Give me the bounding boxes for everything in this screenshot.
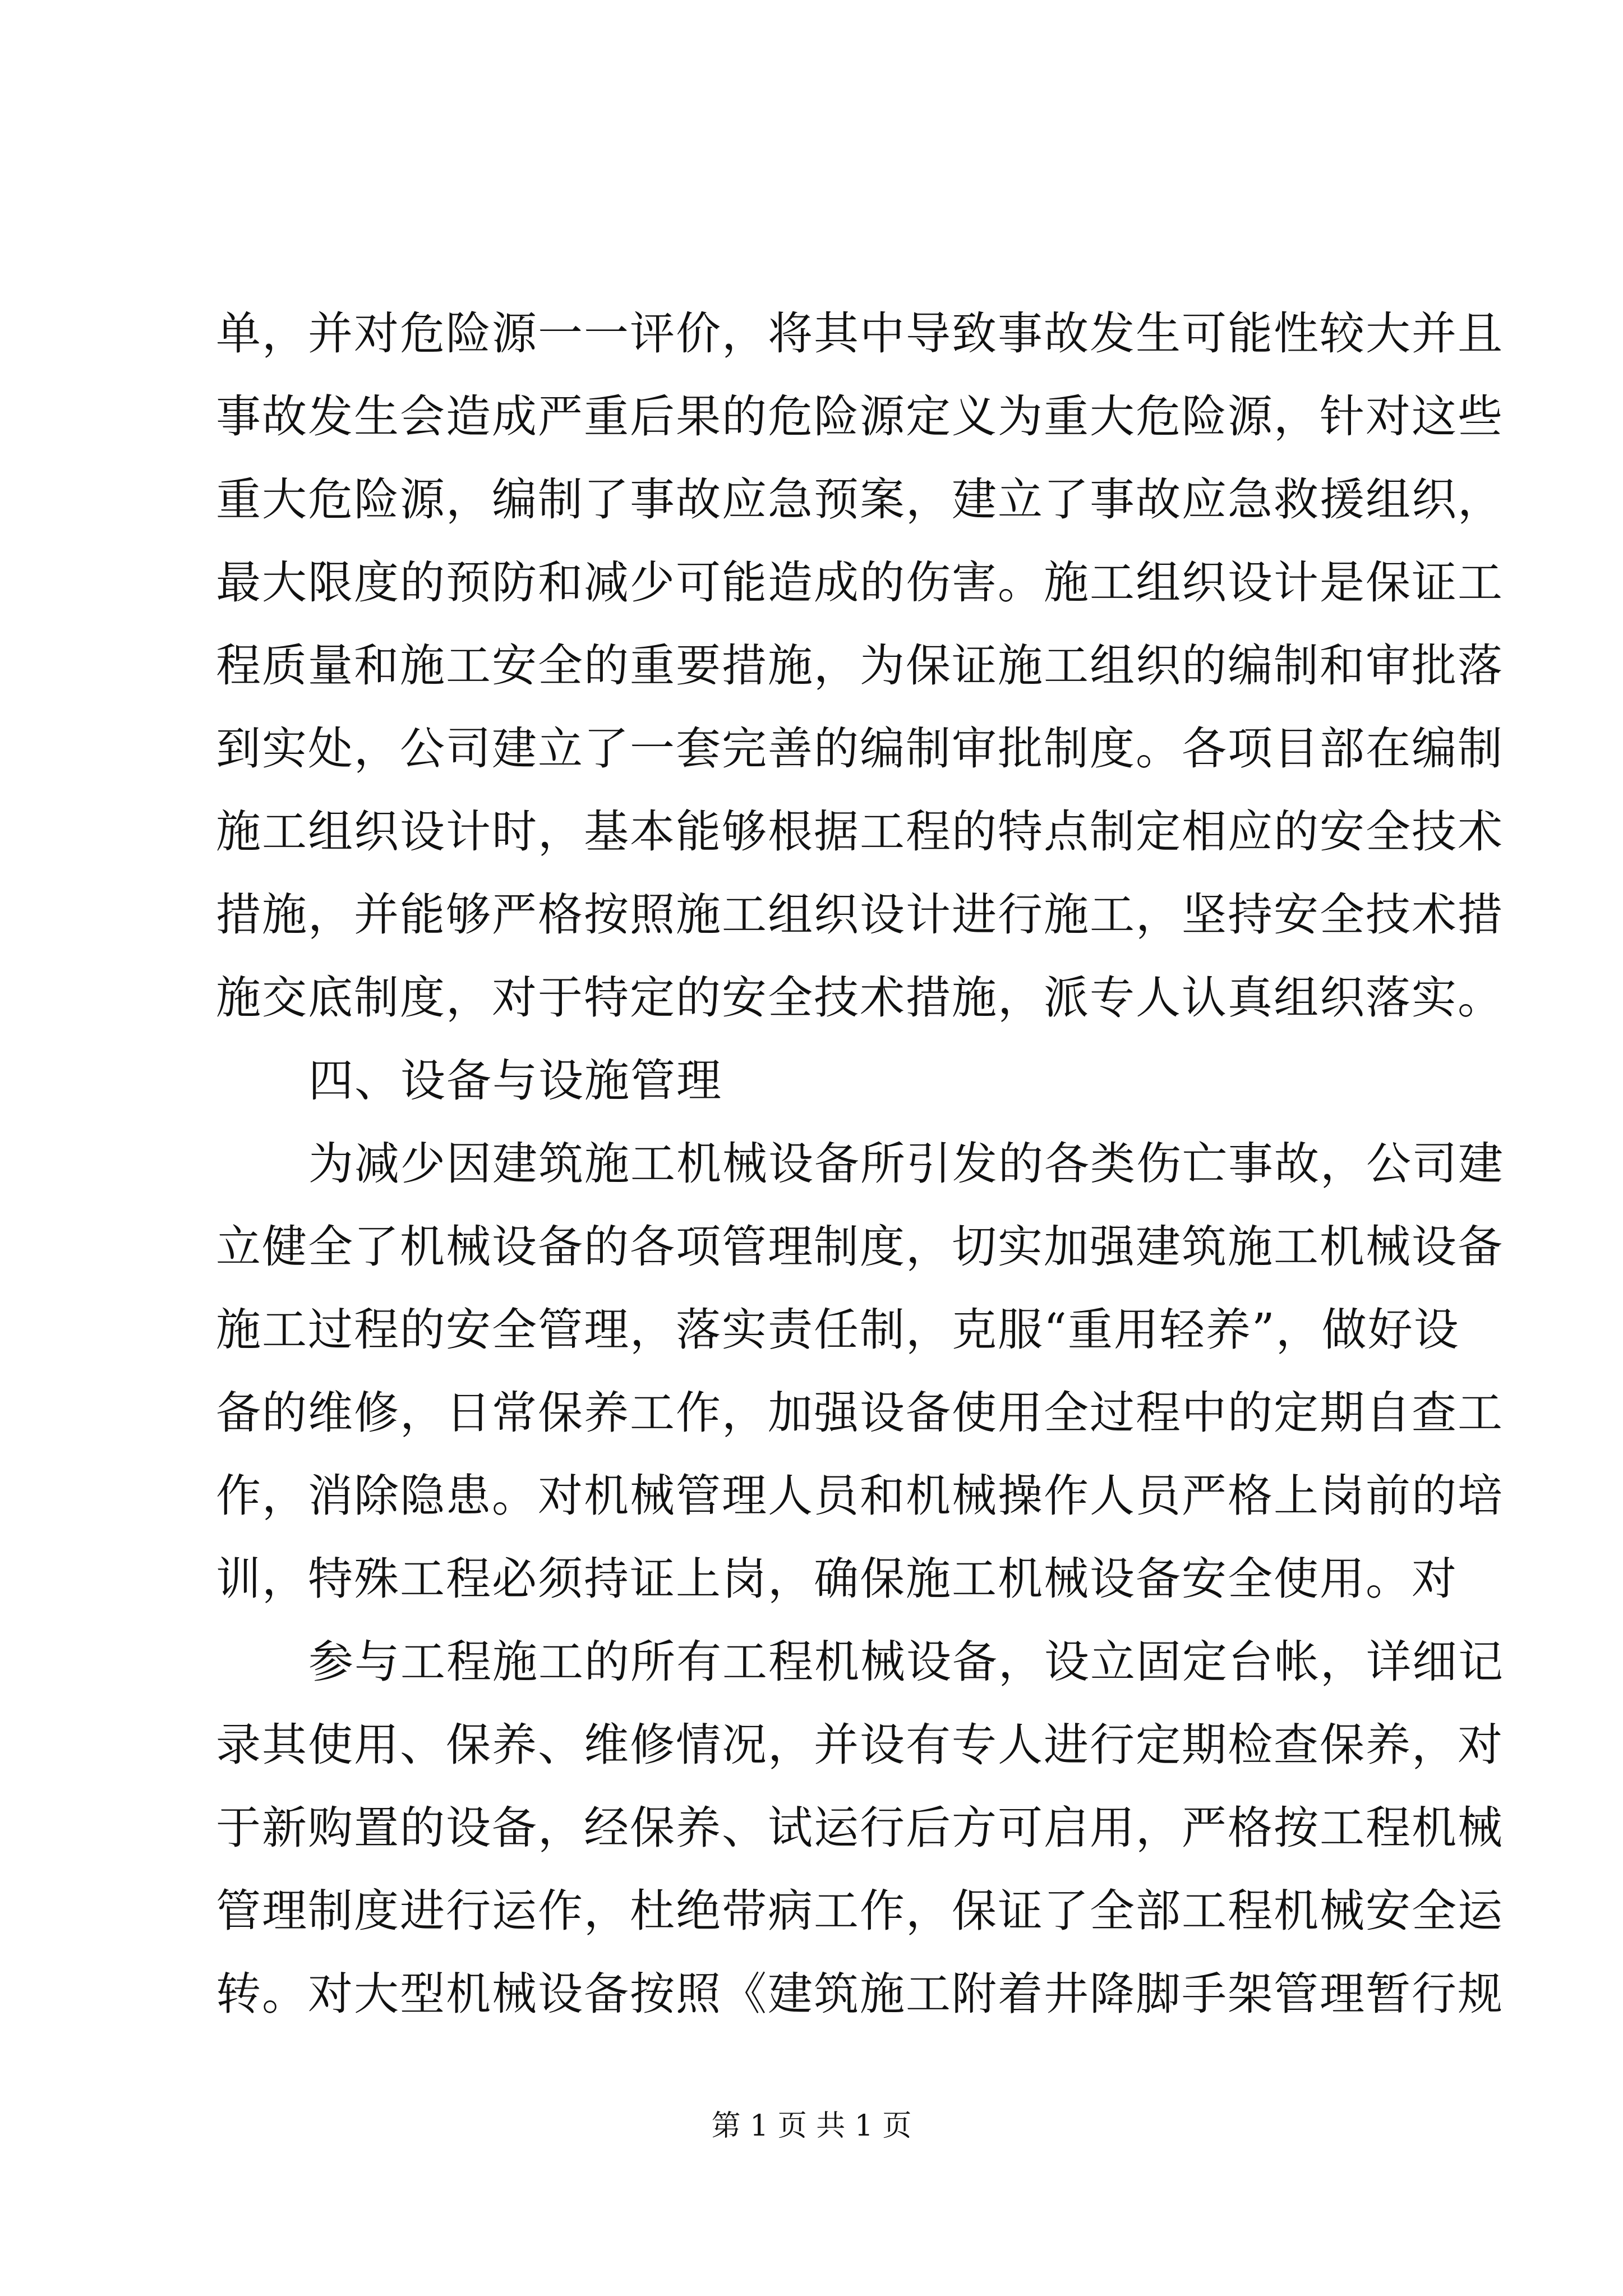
text-line: 训，特殊工程必须持证上岗，确保施工机械设备安全使用。对: [216, 1553, 1458, 1605]
text-line: 管理制度进行运作，杜绝带病工作，保证了全部工程机械安全运: [216, 1885, 1504, 1937]
text-line: 录其使用、保养、维修情况，并设有专人进行定期检查保养，对: [216, 1719, 1504, 1771]
text-line: 施工组织设计时，基本能够根据工程的特点制定相应的安全技术: [216, 806, 1504, 858]
text-line: 施工过程的安全管理，落实责任制，克服“重用轻养”，做好设: [216, 1304, 1460, 1356]
text-line: 单，并对危险源一一评价，将其中导致事故发生可能性较大并且: [216, 307, 1504, 360]
text-line: 备的维修，日常保养工作，加强设备使用全过程中的定期自查工: [216, 1387, 1504, 1439]
text-line: 重大危险源，编制了事故应急预案，建立了事故应急救援组织，: [216, 473, 1504, 526]
page-number: 第 1 页 共 1 页: [711, 2109, 912, 2143]
text-line: 参与工程施工的所有工程机械设备，设立固定台帐，详细记: [308, 1636, 1504, 1688]
text-line: 施交底制度，对于特定的安全技术措施，派专人认真组织落实。: [216, 972, 1504, 1024]
text-line: 立健全了机械设备的各项管理制度，切实加强建筑施工机械设备: [216, 1221, 1504, 1273]
text-line: 最大限度的预防和减少可能造成的伤害。施工组织设计是保证工: [216, 556, 1504, 609]
section-heading: 四、设备与设施管理: [308, 1055, 722, 1107]
text-line: 转。对大型机械设备按照《建筑施工附着井降脚手架管理暂行规: [216, 1968, 1504, 2020]
text-line: 事故发生会造成严重后果的危险源定义为重大危险源，针对这些: [216, 390, 1504, 443]
text-line: 作，消除隐患。对机械管理人员和机械操作人员严格上岗前的培: [216, 1470, 1504, 1522]
text-line: 措施，并能够严格按照施工组织设计进行施工，坚持安全技术措: [216, 889, 1504, 941]
text-line: 程质量和施工安全的重要措施，为保证施工组织的编制和审批落: [216, 639, 1504, 692]
text-line: 到实处，公司建立了一套完善的编制审批制度。各项目部在编制: [216, 723, 1504, 775]
text-line: 为减少因建筑施工机械设备所引发的各类伤亡事故，公司建: [308, 1138, 1504, 1190]
text-line: 于新购置的设备，经保养、试运行后方可启用，严格按工程机械: [216, 1802, 1504, 1854]
